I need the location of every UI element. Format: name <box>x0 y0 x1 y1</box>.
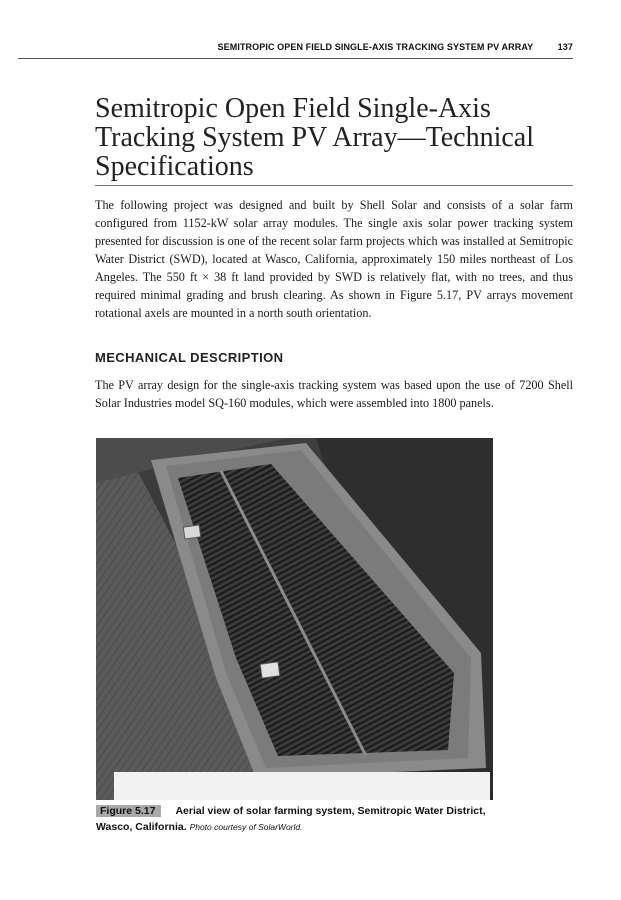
intro-paragraph: The following project was designed and built by Shell Solar and consists of a solar farm configured from 1152-kW solar array modules. The single axis solar power tracking system presented for discussion is one of the recent solar farm projects which was installed at Semitropic Water District (SWD), located at Wasco, California, approximately 150 miles northeast of Los Angeles. The 550 ft × 38 ft land provided by SWD is relatively flat, with no trees, and thus required minimal grading and brush clearing. As shown in Figure 5.17, PV arrays movement rotational axels are mounted in a north south orientation. <box>95 198 573 320</box>
section-title: Semitropic Open Field Single-Axis Tracking System PV Array—Technical Specifications <box>95 93 534 182</box>
running-header <box>18 42 573 59</box>
figure-caption-text: Aerial view of solar farming system, Semitropic Water District, Wasco, California. <box>96 805 486 833</box>
mechanical-paragraph: The PV array design for the single-axis tracking system was based upon the use of 7200 Shell Solar Industries model SQ-160 modules, which were assembled into 1800 panels. <box>95 378 573 410</box>
subheading: MECHANICAL DESCRIPTION <box>95 350 284 365</box>
figure-caption <box>96 803 516 835</box>
page-number: 137 <box>557 42 573 52</box>
aerial-photo <box>96 438 493 800</box>
running-title: SEMITROPIC OPEN FIELD SINGLE-AXIS TRACKING SYSTEM PV ARRAY <box>217 42 534 52</box>
title-divider <box>95 185 573 186</box>
photo-credit: Photo courtesy of SolarWorld. <box>189 822 303 832</box>
figure-label: Figure 5.17 <box>96 805 161 817</box>
